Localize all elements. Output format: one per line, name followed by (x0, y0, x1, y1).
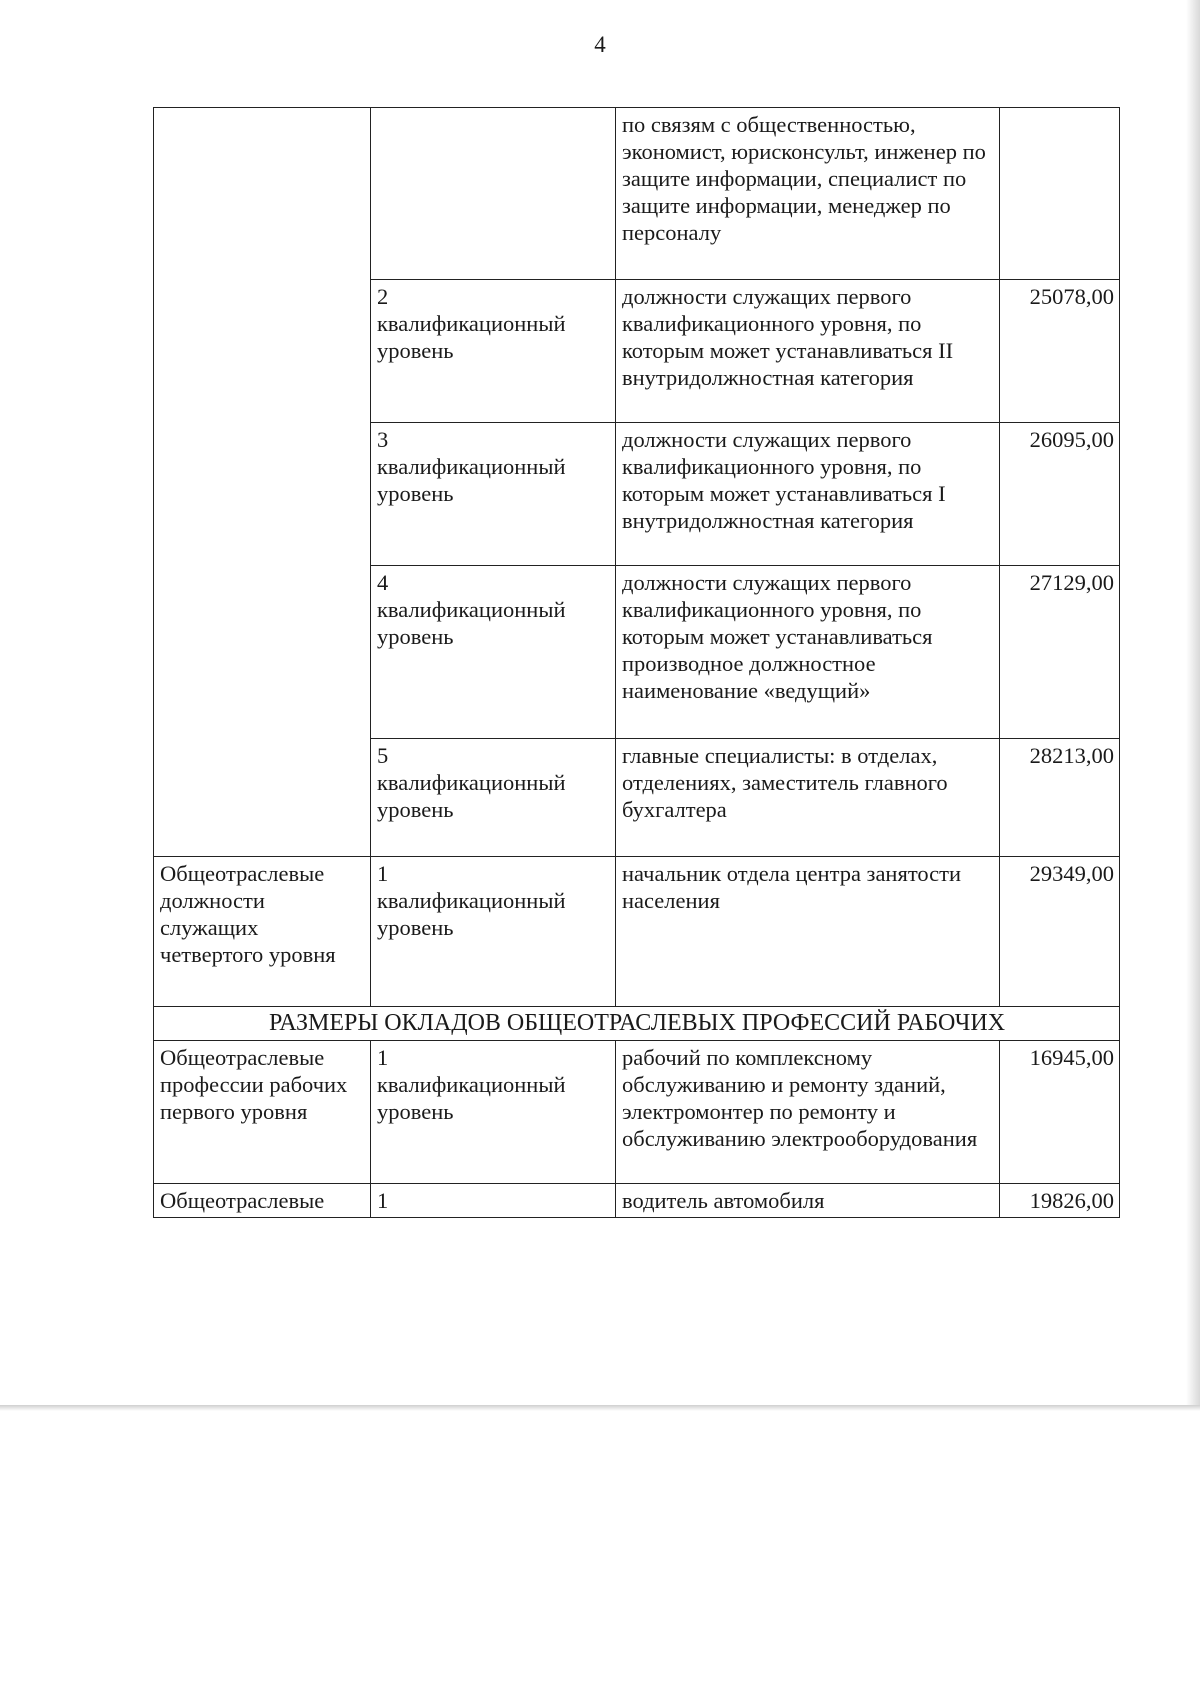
group-cell: Общеотраслевые (154, 1184, 371, 1218)
salary-cell: 28213,00 (1000, 739, 1120, 857)
salary-cell: 26095,00 (1000, 423, 1120, 566)
level-label: квалификационный уровень (377, 888, 566, 940)
level-cell (371, 739, 616, 857)
positions-cell: водитель автомобиля (616, 1184, 1000, 1218)
section-header-row (154, 1007, 1120, 1041)
scan-shadow-bottom (0, 1405, 1200, 1411)
page-number: 4 (594, 32, 606, 57)
salary-cell: 19826,00 (1000, 1184, 1120, 1218)
salary-cell: 27129,00 (1000, 566, 1120, 739)
salary-cell: 25078,00 (1000, 280, 1120, 423)
level-cell (371, 280, 616, 423)
group-cell (154, 108, 371, 857)
salary-cell (1000, 108, 1120, 280)
section-header: РАЗМЕРЫ ОКЛАДОВ ОБЩЕОТРАСЛЕВЫХ ПРОФЕССИЙ РАБОЧИХ (154, 1007, 1120, 1041)
positions-cell: рабочий по комплексному обслуживанию и ремонту зданий, электромонтер по ремонту и обслуживанию электрооборудования (616, 1041, 1000, 1184)
level-label: квалификационный уровень (377, 770, 566, 822)
positions-cell: должности служащих первого квалификационного уровня, по которым может устанавливаться II внутридолжностная категория (616, 280, 1000, 423)
level-label: квалификационный уровень (377, 311, 566, 363)
positions-cell: должности служащих первого квалификационного уровня, по которым может устанавливаться производное должностное наименование «ведущий» (616, 566, 1000, 739)
table-row (154, 1041, 1120, 1184)
salary-table (153, 107, 1120, 1218)
level-number: 1 (377, 1188, 389, 1213)
level-number: 1 (377, 861, 389, 886)
level-label: квалификационный уровень (377, 1072, 566, 1124)
level-cell (371, 857, 616, 1007)
salary-cell: 29349,00 (1000, 857, 1120, 1007)
level-label: квалификационный уровень (377, 454, 566, 506)
positions-cell: должности служащих первого квалификационного уровня, по которым может устанавливаться I внутридолжностная категория (616, 423, 1000, 566)
level-number: 3 (377, 427, 389, 452)
table-row (154, 857, 1120, 1007)
group-cell: Общеотраслевые профессии рабочих первого уровня (154, 1041, 371, 1184)
positions-cell: главные специалисты: в отделах, отделениях, заместитель главного бухгалтера (616, 739, 1000, 857)
salary-cell: 16945,00 (1000, 1041, 1120, 1184)
scan-shadow-right (1186, 0, 1200, 1410)
positions-cell: начальник отдела центра занятости населения (616, 857, 1000, 1007)
level-cell (371, 1184, 616, 1218)
table-row (154, 1184, 1120, 1218)
level-cell (371, 108, 616, 280)
level-number: 4 (377, 570, 389, 595)
group-cell: Общеотраслевые должности служащих четвертого уровня (154, 857, 371, 1007)
level-number: 2 (377, 284, 389, 309)
level-number: 1 (377, 1045, 389, 1070)
level-cell (371, 566, 616, 739)
level-cell (371, 423, 616, 566)
level-label: квалификационный уровень (377, 597, 566, 649)
positions-cell: по связям с общественностью, экономист, юрисконсульт, инженер по защите информации, специалист по защите информации, менеджер по персоналу (616, 108, 1000, 280)
level-cell (371, 1041, 616, 1184)
table-row (154, 108, 1120, 280)
level-number: 5 (377, 743, 389, 768)
